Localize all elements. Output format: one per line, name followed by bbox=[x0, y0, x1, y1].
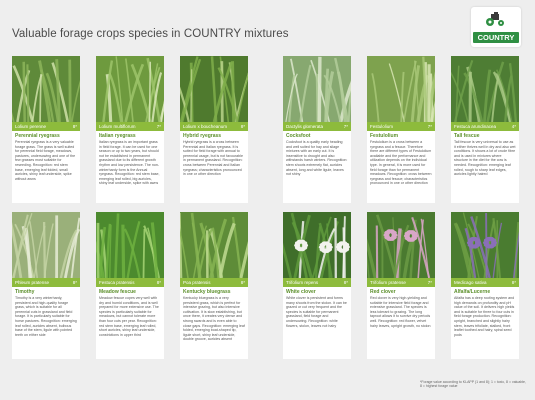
latin-name: Festuca arundinacea bbox=[454, 124, 497, 129]
species-name: Festulolium bbox=[370, 133, 399, 139]
species-description: White clover is persistent and forms many shoots from the stolon. It can be grazed or cut very frequent and the species is suitable for permanent grassland, field forage and undersowing. Recognition: white flowers, stolon, leaves not hairy bbox=[286, 296, 347, 328]
forage-value: 8* bbox=[240, 124, 245, 129]
latin-name: Dactylis glomerata bbox=[286, 124, 324, 129]
species-description: Meadow fescue copes very well with dry and humid conditions, and is well prepared for more extensive use. The species is particularly suitable for meadows, but cannot tolerate more than four cuts per year. Recognition: red stem base, emerging leaf rolled, short auricles, shiny leaf underside, constrictions in upper third bbox=[99, 296, 159, 337]
species-name: Italian ryegrass bbox=[99, 133, 136, 139]
species-name: Perennial ryegrass bbox=[15, 133, 60, 139]
species-name: Kentucky bluegrass bbox=[183, 289, 231, 295]
species-name: Meadow fescue bbox=[99, 289, 136, 295]
latin-name-band bbox=[367, 278, 435, 287]
latin-name-band bbox=[180, 122, 248, 131]
latin-name: Trifolium repens bbox=[286, 280, 319, 285]
latin-name-band bbox=[96, 122, 164, 131]
species-photo bbox=[12, 212, 80, 278]
species-card bbox=[180, 212, 248, 359]
species-card bbox=[367, 212, 435, 359]
latin-name-band bbox=[96, 278, 164, 287]
species-photo bbox=[283, 56, 351, 122]
species-photo bbox=[367, 56, 435, 122]
latin-name: Festulolium bbox=[370, 124, 394, 129]
latin-name-band bbox=[12, 122, 80, 131]
species-photo bbox=[180, 212, 248, 278]
forage-value: 8* bbox=[156, 280, 161, 285]
species-card bbox=[451, 212, 519, 359]
species-description: Perennial ryegrass is a very valuable forage grass. The grass is well suited for perennial field forage, meadows, pastures, undersowing and one of the few grasses most suitable for reseeding. Recognition: red stem base, emerging leaf folded, small auricles, shiny leaf underside, spike without awns bbox=[15, 140, 76, 181]
logo-wordmark: COUNTRY bbox=[473, 32, 519, 43]
species-name: Hybrid ryegrass bbox=[183, 133, 222, 139]
species-description: Kentucky bluegrass is a very persistent grass, which is perfect for intensive grazing, but also intensive cultivation. It is slow establishing, but once there, it creates very dense and strong swards and is even able to close gaps. Recognition: emerging leaf folded, emerging boat-shaped tip, ligule short, shiny leaf underside, double groove, auricles absent bbox=[183, 296, 245, 342]
species-description: Italian ryegrass is an important grass in field forage. It can be used for one season or up to two years, but should not be established in permanent grassland due to its different growth rhythm and low persistence. The non-winterhardy form is the Annual ryegrass. Recognition: red stem base, emerging leaf rolled, big auricles, shiny leaf underside, spike with awns bbox=[99, 140, 160, 186]
latin-name: Phleum pratense bbox=[15, 280, 50, 285]
species-card bbox=[283, 56, 351, 203]
species-card bbox=[367, 56, 435, 203]
forage-value: 8* bbox=[72, 124, 77, 129]
species-card bbox=[180, 56, 248, 203]
forage-value: 7* bbox=[427, 124, 432, 129]
species-photo bbox=[180, 56, 248, 122]
latin-name-band bbox=[180, 278, 248, 287]
page-title: Valuable forage crops species in COUNTRY mixtures bbox=[12, 28, 289, 40]
latin-name: Poa pratensis bbox=[183, 280, 211, 285]
forage-value: 7* bbox=[427, 280, 432, 285]
species-photo bbox=[12, 56, 80, 122]
species-name: Timothy bbox=[15, 289, 35, 295]
latin-name: Lolium x boucheanum bbox=[183, 124, 228, 129]
latin-name-band bbox=[283, 278, 351, 287]
species-card bbox=[12, 212, 80, 359]
species-description: Timothy is a very winterhardy, persistent and high-quality forage grass, which is suitable for all perennial cuts in grassland and field forage. It is particularly suitable for horse pastures. Recognition: emerging leaf rolled, auricles absent, bulbous base of the stem, ligule with pointed teeth on either side bbox=[15, 296, 77, 337]
country-logo bbox=[471, 7, 521, 47]
species-photo bbox=[451, 56, 519, 122]
latin-name: Trifolium pratense bbox=[370, 280, 406, 285]
forage-value: 8* bbox=[343, 280, 348, 285]
species-description: Hybrid ryegrass is a cross between Perennial and Italian ryegrass. It is suited for field forage with annual to perennial usage, but is not favourable in permanent grassland. Recognition: cross between Perennial and Italian ryegrass; characteristics pronounced in one or other direction bbox=[183, 140, 243, 177]
species-card bbox=[96, 56, 164, 203]
latin-name-band bbox=[367, 122, 435, 131]
species-description: Cocksfoot is a quality early heading and well suited for hay and silage mixtures with an early cut. It is insensitive to drought and also withstands harsh winters. Recognition: stem shoots extremely flat, auricles absent, long and white ligule, leaves not shiny bbox=[286, 140, 348, 177]
latin-name-band bbox=[283, 122, 351, 131]
forage-value: 8* bbox=[511, 280, 516, 285]
species-photo bbox=[96, 56, 164, 122]
species-card bbox=[96, 212, 164, 359]
species-name: Cocksfoot bbox=[286, 133, 311, 139]
species-description: Red clover is very high-yielding and suitable for intensive field forage and extensive grassland. The species is less tolerant to grazing. The long taproot allows it to survive dry periods well. Recognition: red flower, velvet hairy leaves, upright growth, no stolon bbox=[370, 296, 431, 328]
latin-name: Lolium perenne bbox=[15, 124, 47, 129]
species-description: Alfalfa has a deep rooting system and high demands on profundity and pH value of the soil. It delivers high yields and is suitable for three to four cuts in field forage production. Recognition: upright, branched and slightly hairy stem, leaves trifoliate, stalked, front leaflet toothed and hairy, spiral seed pods bbox=[454, 296, 515, 337]
forage-value: 7* bbox=[343, 124, 348, 129]
latin-name: Festuca pratensis bbox=[99, 280, 135, 285]
species-photo bbox=[96, 212, 164, 278]
forage-value: 8* bbox=[72, 280, 77, 285]
forage-value: 7* bbox=[156, 124, 161, 129]
forage-value: 4* bbox=[511, 124, 516, 129]
species-photo bbox=[451, 212, 519, 278]
species-card bbox=[451, 56, 519, 203]
species-name: Red clover bbox=[370, 289, 396, 295]
species-card bbox=[283, 212, 351, 359]
species-card bbox=[12, 56, 80, 203]
latin-name-band bbox=[451, 278, 519, 287]
forage-value: 8* bbox=[240, 280, 245, 285]
tractor-icon bbox=[485, 11, 507, 27]
species-photo bbox=[283, 212, 351, 278]
latin-name: Lolium multiflorum bbox=[99, 124, 136, 129]
species-name: Alfalfa/Lucerne bbox=[454, 289, 491, 295]
species-description: Tall fescue is very universal to use as it either thrives well in dry and also wet conditions. It shows a lot of crude fibre and is used in mixtures where structure in the diet for the cow is needed. Recognition: emerging leaf rolled, rough to sharp leaf edges, auricles lightly haired bbox=[454, 140, 516, 177]
footnote: *Forage value according to KLAPP (1 and 8); 1 = toxic, 8 = valuable, 8 = highest forage value bbox=[420, 380, 526, 389]
latin-name: Medicago sativa bbox=[454, 280, 487, 285]
species-photo bbox=[367, 212, 435, 278]
latin-name-band bbox=[451, 122, 519, 131]
species-name: White clover bbox=[286, 289, 316, 295]
latin-name-band bbox=[12, 278, 80, 287]
species-name: Tall fescue bbox=[454, 133, 480, 139]
species-description: Festulolium is a cross between a ryegrass and a fescue. Therefore there are different types of Festulolium available and the performance and utilization depends on the individual type. In general, it is more used for field forage than for permanent meadows. Recognition: cross between ryegrass and fescue; characteristics pronounced in one or other direction bbox=[370, 140, 432, 186]
